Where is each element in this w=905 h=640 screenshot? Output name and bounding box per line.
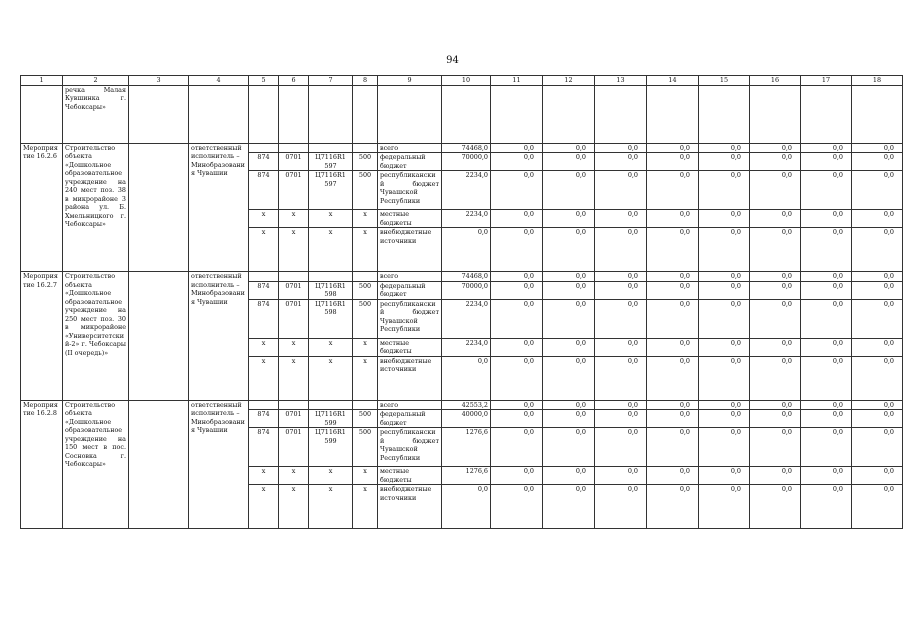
year-value-cell: 0,0 [543,228,595,272]
year-value-cell: 0,0 [750,356,801,400]
year-value-cell: 0,0 [647,153,699,171]
expense-type-cell: 500 [353,281,378,299]
section-cell: x [279,228,309,272]
section-cell [279,272,309,281]
year-value-cell: 0,0 [699,228,750,272]
year-value-cell: 0,0 [543,485,595,529]
year-value-cell: 0,0 [801,144,852,153]
year-value-cell: 0,0 [699,410,750,428]
total-cell: 74468,0 [442,144,491,153]
cell-empty [279,86,309,144]
year-value-cell: 0,0 [750,428,801,467]
cell-object: речка Малая Кувшинка г. Чебоксары» [63,86,129,144]
year-value-cell: 0,0 [801,228,852,272]
year-value-cell: 0,0 [595,210,647,228]
target-article-cell: Ц7116R1 598 [309,299,353,338]
target-article-cell: x [309,485,353,529]
column-number-13: 13 [595,76,647,86]
total-cell: 70000,0 [442,281,491,299]
section-cell: x [279,210,309,228]
cell-empty [647,86,699,144]
event-cell: Мероприятие 16.2.7 [21,272,63,400]
target-article-cell: Ц7116R1 599 [309,428,353,467]
year-value-cell: 0,0 [801,281,852,299]
year-value-cell: 0,0 [647,299,699,338]
expense-type-cell: x [353,356,378,400]
year-value-cell: 0,0 [750,210,801,228]
grbs-cell: x [249,228,279,272]
year-value-cell: 0,0 [750,144,801,153]
year-value-cell: 0,0 [647,210,699,228]
year-value-cell: 0,0 [595,281,647,299]
target-article-cell [309,272,353,281]
section-cell: x [279,338,309,356]
cell-event [21,86,63,144]
year-value-cell: 0,0 [852,281,903,299]
column-number-5: 5 [249,76,279,86]
source-cell: федеральный бюджет [378,153,442,171]
year-value-cell: 0,0 [491,228,543,272]
year-value-cell: 0,0 [699,281,750,299]
total-cell: 2234,0 [442,299,491,338]
total-cell: 1276,6 [442,467,491,485]
column-number-11: 11 [491,76,543,86]
section-cell [279,400,309,409]
year-value-cell: 0,0 [801,428,852,467]
section-cell: 0701 [279,299,309,338]
grbs-cell [249,144,279,153]
grbs-cell [249,272,279,281]
total-cell: 0,0 [442,356,491,400]
column-number-3: 3 [129,76,189,86]
year-value-cell: 0,0 [595,228,647,272]
source-cell: всего [378,272,442,281]
expense-type-cell: 500 [353,428,378,467]
year-value-cell: 0,0 [699,356,750,400]
cell-empty [442,86,491,144]
year-value-cell: 0,0 [543,400,595,409]
source-cell: внебюджетные источники [378,485,442,529]
source-cell: республиканский бюджет Чувашской Республики [378,171,442,210]
source-cell: местные бюджеты [378,467,442,485]
column-number-10: 10 [442,76,491,86]
col3-cell [129,400,189,528]
year-value-cell: 0,0 [491,171,543,210]
year-value-cell: 0,0 [750,410,801,428]
year-value-cell: 0,0 [543,171,595,210]
grbs-cell: 874 [249,171,279,210]
total-cell: 74468,0 [442,272,491,281]
year-value-cell: 0,0 [699,210,750,228]
col3-cell [129,272,189,400]
year-value-cell: 0,0 [750,228,801,272]
year-value-cell: 0,0 [491,299,543,338]
year-value-cell: 0,0 [491,153,543,171]
year-value-cell: 0,0 [595,400,647,409]
cell-empty [129,86,189,144]
year-value-cell: 0,0 [750,338,801,356]
column-number-8: 8 [353,76,378,86]
year-value-cell: 0,0 [543,281,595,299]
year-value-cell: 0,0 [699,144,750,153]
year-value-cell: 0,0 [647,171,699,210]
year-value-cell: 0,0 [595,153,647,171]
total-cell: 42553,2 [442,400,491,409]
column-number-7: 7 [309,76,353,86]
cell-empty [378,86,442,144]
section-cell: x [279,485,309,529]
year-value-cell: 0,0 [543,428,595,467]
year-value-cell: 0,0 [491,485,543,529]
year-value-cell: 0,0 [852,428,903,467]
year-value-cell: 0,0 [852,228,903,272]
col3-cell [129,144,189,272]
year-value-cell: 0,0 [595,485,647,529]
grbs-cell: 874 [249,281,279,299]
year-value-cell: 0,0 [801,485,852,529]
year-value-cell: 0,0 [750,171,801,210]
year-value-cell: 0,0 [595,356,647,400]
cell-empty [699,86,750,144]
section-cell [279,144,309,153]
target-article-cell [309,144,353,153]
grbs-cell: x [249,467,279,485]
table-row [21,400,903,409]
year-value-cell: 0,0 [647,410,699,428]
year-value-cell: 0,0 [543,338,595,356]
grbs-cell: 874 [249,153,279,171]
grbs-cell: x [249,356,279,400]
year-value-cell: 0,0 [647,428,699,467]
grbs-cell: 874 [249,299,279,338]
year-value-cell: 0,0 [647,356,699,400]
grbs-cell: x [249,210,279,228]
expense-type-cell: x [353,210,378,228]
year-value-cell: 0,0 [699,400,750,409]
year-value-cell: 0,0 [750,485,801,529]
year-value-cell: 0,0 [801,410,852,428]
page-number: 94 [446,55,459,66]
year-value-cell: 0,0 [801,153,852,171]
column-number-17: 17 [801,76,852,86]
section-cell: 0701 [279,171,309,210]
source-cell: всего [378,144,442,153]
source-cell: местные бюджеты [378,210,442,228]
total-cell: 2234,0 [442,171,491,210]
column-number-1: 1 [21,76,63,86]
year-value-cell: 0,0 [543,299,595,338]
cell-empty [249,86,279,144]
total-cell: 2234,0 [442,210,491,228]
year-value-cell: 0,0 [491,410,543,428]
grbs-cell: 874 [249,410,279,428]
target-article-cell: Ц7116R1 597 [309,171,353,210]
year-value-cell: 0,0 [491,144,543,153]
column-number-row [21,76,903,86]
year-value-cell: 0,0 [543,410,595,428]
year-value-cell: 0,0 [491,210,543,228]
expense-type-cell [353,400,378,409]
section-cell: x [279,467,309,485]
grbs-cell: x [249,338,279,356]
year-value-cell: 0,0 [852,338,903,356]
source-cell: внебюджетные источники [378,228,442,272]
target-article-cell: x [309,210,353,228]
source-cell: федеральный бюджет [378,281,442,299]
year-value-cell: 0,0 [750,272,801,281]
year-value-cell: 0,0 [647,338,699,356]
year-value-cell: 0,0 [699,485,750,529]
total-cell: 70000,0 [442,153,491,171]
year-value-cell: 0,0 [491,356,543,400]
year-value-cell: 0,0 [750,153,801,171]
source-cell: всего [378,400,442,409]
year-value-cell: 0,0 [543,144,595,153]
object-cell: Строительство объекта «Дошкольное образовательное учреждение на 250 мест поз. 30 в микрорайоне «Университетский-2» г. Чебоксары (II очередь)» [63,272,129,400]
year-value-cell: 0,0 [852,485,903,529]
year-value-cell: 0,0 [852,467,903,485]
year-value-cell: 0,0 [595,272,647,281]
column-number-15: 15 [699,76,750,86]
year-value-cell: 0,0 [801,171,852,210]
grbs-cell: 874 [249,428,279,467]
column-number-12: 12 [543,76,595,86]
event-cell: Мероприятие 16.2.8 [21,400,63,528]
year-value-cell: 0,0 [750,299,801,338]
year-value-cell: 0,0 [595,299,647,338]
total-cell: 0,0 [442,228,491,272]
executor-cell: ответственный исполнитель – Минобразования Чувашии [189,400,249,528]
table-row [21,144,903,153]
year-value-cell: 0,0 [699,338,750,356]
year-value-cell: 0,0 [699,153,750,171]
year-value-cell: 0,0 [852,400,903,409]
budget-table [20,75,903,529]
cell-empty [353,86,378,144]
year-value-cell: 0,0 [852,210,903,228]
cell-empty [595,86,647,144]
year-value-cell: 0,0 [595,467,647,485]
year-value-cell: 0,0 [491,467,543,485]
expense-type-cell: x [353,228,378,272]
year-value-cell: 0,0 [647,272,699,281]
column-number-14: 14 [647,76,699,86]
year-value-cell: 0,0 [543,356,595,400]
year-value-cell: 0,0 [801,210,852,228]
total-cell: 0,0 [442,485,491,529]
year-value-cell: 0,0 [647,228,699,272]
source-cell: республиканский бюджет Чувашской Республики [378,428,442,467]
year-value-cell: 0,0 [595,410,647,428]
expense-type-cell [353,144,378,153]
target-article-cell [309,400,353,409]
year-value-cell: 0,0 [647,144,699,153]
expense-type-cell: 500 [353,299,378,338]
section-cell: 0701 [279,410,309,428]
year-value-cell: 0,0 [543,467,595,485]
year-value-cell: 0,0 [699,272,750,281]
year-value-cell: 0,0 [595,171,647,210]
continuation-row [21,86,903,144]
year-value-cell: 0,0 [801,400,852,409]
year-value-cell: 0,0 [852,171,903,210]
year-value-cell: 0,0 [852,272,903,281]
target-article-cell: Ц7116R1 597 [309,153,353,171]
source-cell: внебюджетные источники [378,356,442,400]
year-value-cell: 0,0 [647,400,699,409]
event-cell: Мероприятие 16.2.6 [21,144,63,272]
year-value-cell: 0,0 [750,467,801,485]
column-number-2: 2 [63,76,129,86]
target-article-cell: Ц7116R1 599 [309,410,353,428]
source-cell: федеральный бюджет [378,410,442,428]
target-article-cell: x [309,338,353,356]
cell-empty [491,86,543,144]
cell-empty [309,86,353,144]
expense-type-cell: 500 [353,153,378,171]
year-value-cell: 0,0 [543,153,595,171]
expense-type-cell [353,272,378,281]
year-value-cell: 0,0 [852,356,903,400]
year-value-cell: 0,0 [852,410,903,428]
year-value-cell: 0,0 [491,338,543,356]
column-number-16: 16 [750,76,801,86]
year-value-cell: 0,0 [543,210,595,228]
year-value-cell: 0,0 [647,281,699,299]
year-value-cell: 0,0 [801,467,852,485]
table-row [21,272,903,281]
year-value-cell: 0,0 [491,428,543,467]
target-article-cell: x [309,467,353,485]
year-value-cell: 0,0 [595,338,647,356]
expense-type-cell: 500 [353,410,378,428]
year-value-cell: 0,0 [852,144,903,153]
year-value-cell: 0,0 [750,400,801,409]
total-cell: 1276,6 [442,428,491,467]
target-article-cell: x [309,356,353,400]
object-cell: Строительство объекта «Дошкольное образовательное учреждение на 240 мест поз. 38 в микрорайоне 3 района ул. Б. Хмельницкого г. Чебоксары» [63,144,129,272]
cell-empty [543,86,595,144]
expense-type-cell: 500 [353,171,378,210]
year-value-cell: 0,0 [801,338,852,356]
section-cell: 0701 [279,281,309,299]
executor-cell: ответственный исполнитель – Минобразования Чувашии [189,272,249,400]
expense-type-cell: x [353,467,378,485]
year-value-cell: 0,0 [699,299,750,338]
year-value-cell: 0,0 [491,281,543,299]
column-number-4: 4 [189,76,249,86]
executor-cell: ответственный исполнитель – Минобразования Чувашии [189,144,249,272]
cell-empty [801,86,852,144]
column-number-18: 18 [852,76,903,86]
year-value-cell: 0,0 [801,299,852,338]
year-value-cell: 0,0 [543,272,595,281]
year-value-cell: 0,0 [647,485,699,529]
expense-type-cell: x [353,338,378,356]
grbs-cell: x [249,485,279,529]
year-value-cell: 0,0 [801,356,852,400]
year-value-cell: 0,0 [595,144,647,153]
year-value-cell: 0,0 [491,272,543,281]
year-value-cell: 0,0 [801,272,852,281]
year-value-cell: 0,0 [852,299,903,338]
year-value-cell: 0,0 [595,428,647,467]
year-value-cell: 0,0 [699,467,750,485]
year-value-cell: 0,0 [699,428,750,467]
section-cell: 0701 [279,153,309,171]
year-value-cell: 0,0 [647,467,699,485]
target-article-cell: Ц7116R1 598 [309,281,353,299]
year-value-cell: 0,0 [852,153,903,171]
year-value-cell: 0,0 [491,400,543,409]
cell-empty [750,86,801,144]
object-cell: Строительство объекта «Дошкольное образовательное учреждение на 150 мест в пос. Сосновка г. Чебоксары» [63,400,129,528]
source-cell: местные бюджеты [378,338,442,356]
expense-type-cell: x [353,485,378,529]
section-cell: x [279,356,309,400]
column-number-6: 6 [279,76,309,86]
grbs-cell [249,400,279,409]
target-article-cell: x [309,228,353,272]
year-value-cell: 0,0 [750,281,801,299]
section-cell: 0701 [279,428,309,467]
total-cell: 40000,0 [442,410,491,428]
column-number-9: 9 [378,76,442,86]
source-cell: республиканский бюджет Чувашской Республики [378,299,442,338]
cell-empty [189,86,249,144]
year-value-cell: 0,0 [699,171,750,210]
cell-empty [852,86,903,144]
total-cell: 2234,0 [442,338,491,356]
